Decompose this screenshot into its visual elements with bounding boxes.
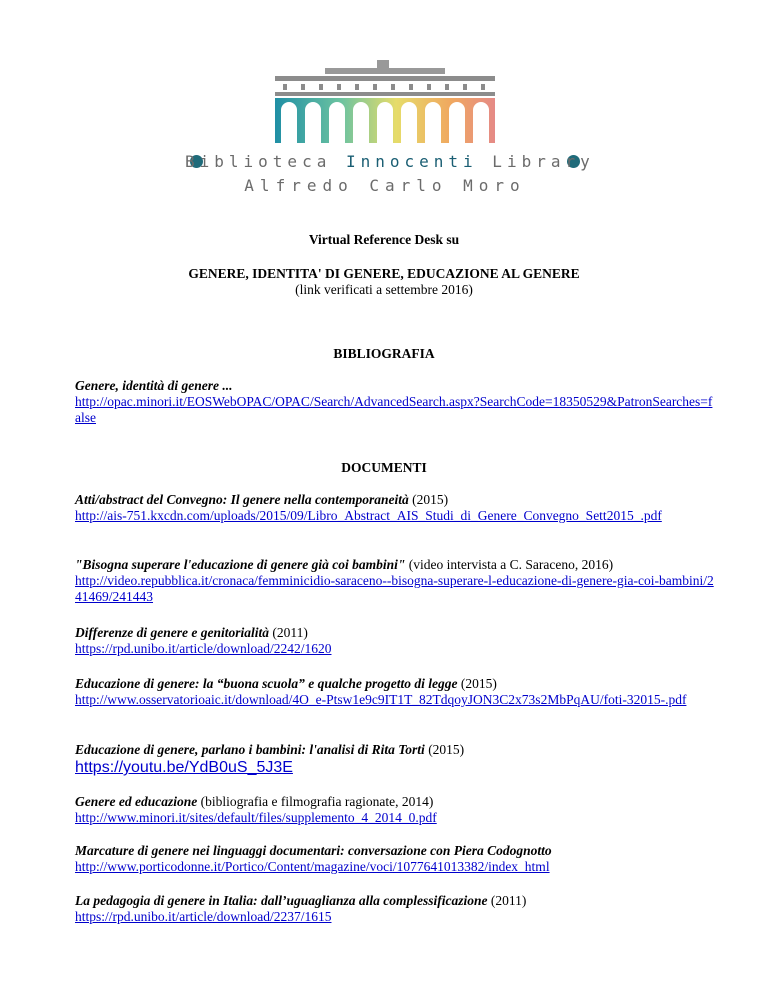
logo-text-innocenti: Innocenti	[345, 152, 478, 171]
entry-title: Educazione di genere, parlano i bambini: l'analisi di Rita Torti	[75, 742, 425, 757]
entry-title: Educazione di genere: la “buona scuola” e qualche progetto di legge	[75, 676, 458, 691]
entry-detail: (video intervista a C. Saraceno, 2016)	[405, 557, 614, 572]
list-item	[75, 676, 715, 708]
entry-title: "Bisogna superare l'educazione di genere già coi bambini"	[75, 557, 406, 572]
entry-title: Genere, identità di genere ...	[75, 378, 233, 393]
entry-title: Differenze di genere e genitorialità	[75, 625, 269, 640]
page-note: (link verificati a settembre 2016)	[295, 282, 473, 297]
entry-link[interactable]: http://www.porticodonne.it/Portico/Content/magazine/voci/1077641013382/index_html	[75, 859, 550, 874]
section-heading-bibliografia: BIBLIOGRAFIA	[333, 346, 435, 361]
section-heading-documenti: DOCUMENTI	[341, 460, 427, 475]
entry-title: Atti/abstract del Convegno: Il genere nella contemporaneità	[75, 492, 409, 507]
entry-link[interactable]: http://opac.minori.it/EOSWebOPAC/OPAC/Search/AdvancedSearch.aspx?SearchCode=18350529&PatronSearches=false	[75, 394, 713, 425]
entry-detail: (2015)	[457, 676, 497, 691]
building-logo-graphic	[275, 60, 495, 145]
list-item	[75, 492, 715, 524]
library-logo	[185, 60, 595, 195]
list-item	[75, 742, 715, 778]
logo-text-library: Library	[477, 152, 595, 171]
entry-title: Genere ed educazione	[75, 794, 198, 809]
list-item	[75, 625, 715, 657]
entry-link[interactable]: http://ais-751.kxcdn.com/uploads/2015/09/Libro_Abstract_AIS_Studi_di_Genere_Convegno_Sett2015_.pdf	[75, 508, 662, 523]
logo-text-biblioteca: Biblioteca	[185, 152, 346, 171]
entry-link[interactable]: https://rpd.unibo.it/article/download/2237/1615	[75, 909, 332, 924]
logo-text-line2: Alfredo Carlo Moro	[244, 176, 526, 195]
entry-link[interactable]: http://www.osservatorioaic.it/download/4O_e-Ptsw1e9c9IT1T_82TdqoyJON3C2x73s2MbPqAU/foti-32015-.pdf	[75, 692, 687, 707]
entry-detail: (2015)	[408, 492, 449, 507]
list-item	[75, 794, 715, 826]
page-topic-title: GENERE, IDENTITA' DI GENERE, EDUCAZIONE AL GENERE	[188, 266, 580, 281]
entry-title: La pedagogia di genere in Italia: dall’uguaglianza alla complessificazione	[75, 893, 488, 908]
entry-detail: (2015)	[424, 742, 465, 757]
logo-text-line1	[185, 152, 595, 171]
page-subtitle: Virtual Reference Desk su	[308, 232, 460, 247]
entry-detail: (2011)	[268, 625, 308, 640]
list-item	[75, 378, 715, 426]
list-item	[75, 843, 715, 875]
list-item	[75, 893, 715, 925]
entry-title: Marcature di genere nei linguaggi documentari: conversazione con Piera Codognotto	[75, 843, 552, 858]
list-item	[75, 557, 715, 605]
entry-detail: (bibliografia e filmografia ragionate, 2014)	[197, 794, 434, 809]
entry-link[interactable]: http://video.repubblica.it/cronaca/femminicidio-saraceno--bisogna-superare-l-educazione-di-genere-gia-coi-bambini/241469/241443	[75, 573, 714, 604]
entry-link[interactable]: https://youtu.be/YdB0uS_5J3E	[75, 759, 293, 776]
entry-detail: (2011)	[487, 893, 527, 908]
entry-link[interactable]: https://rpd.unibo.it/article/download/2242/1620	[75, 641, 332, 656]
entry-link[interactable]: http://www.minori.it/sites/default/files/supplemento_4_2014_0.pdf	[75, 810, 437, 825]
